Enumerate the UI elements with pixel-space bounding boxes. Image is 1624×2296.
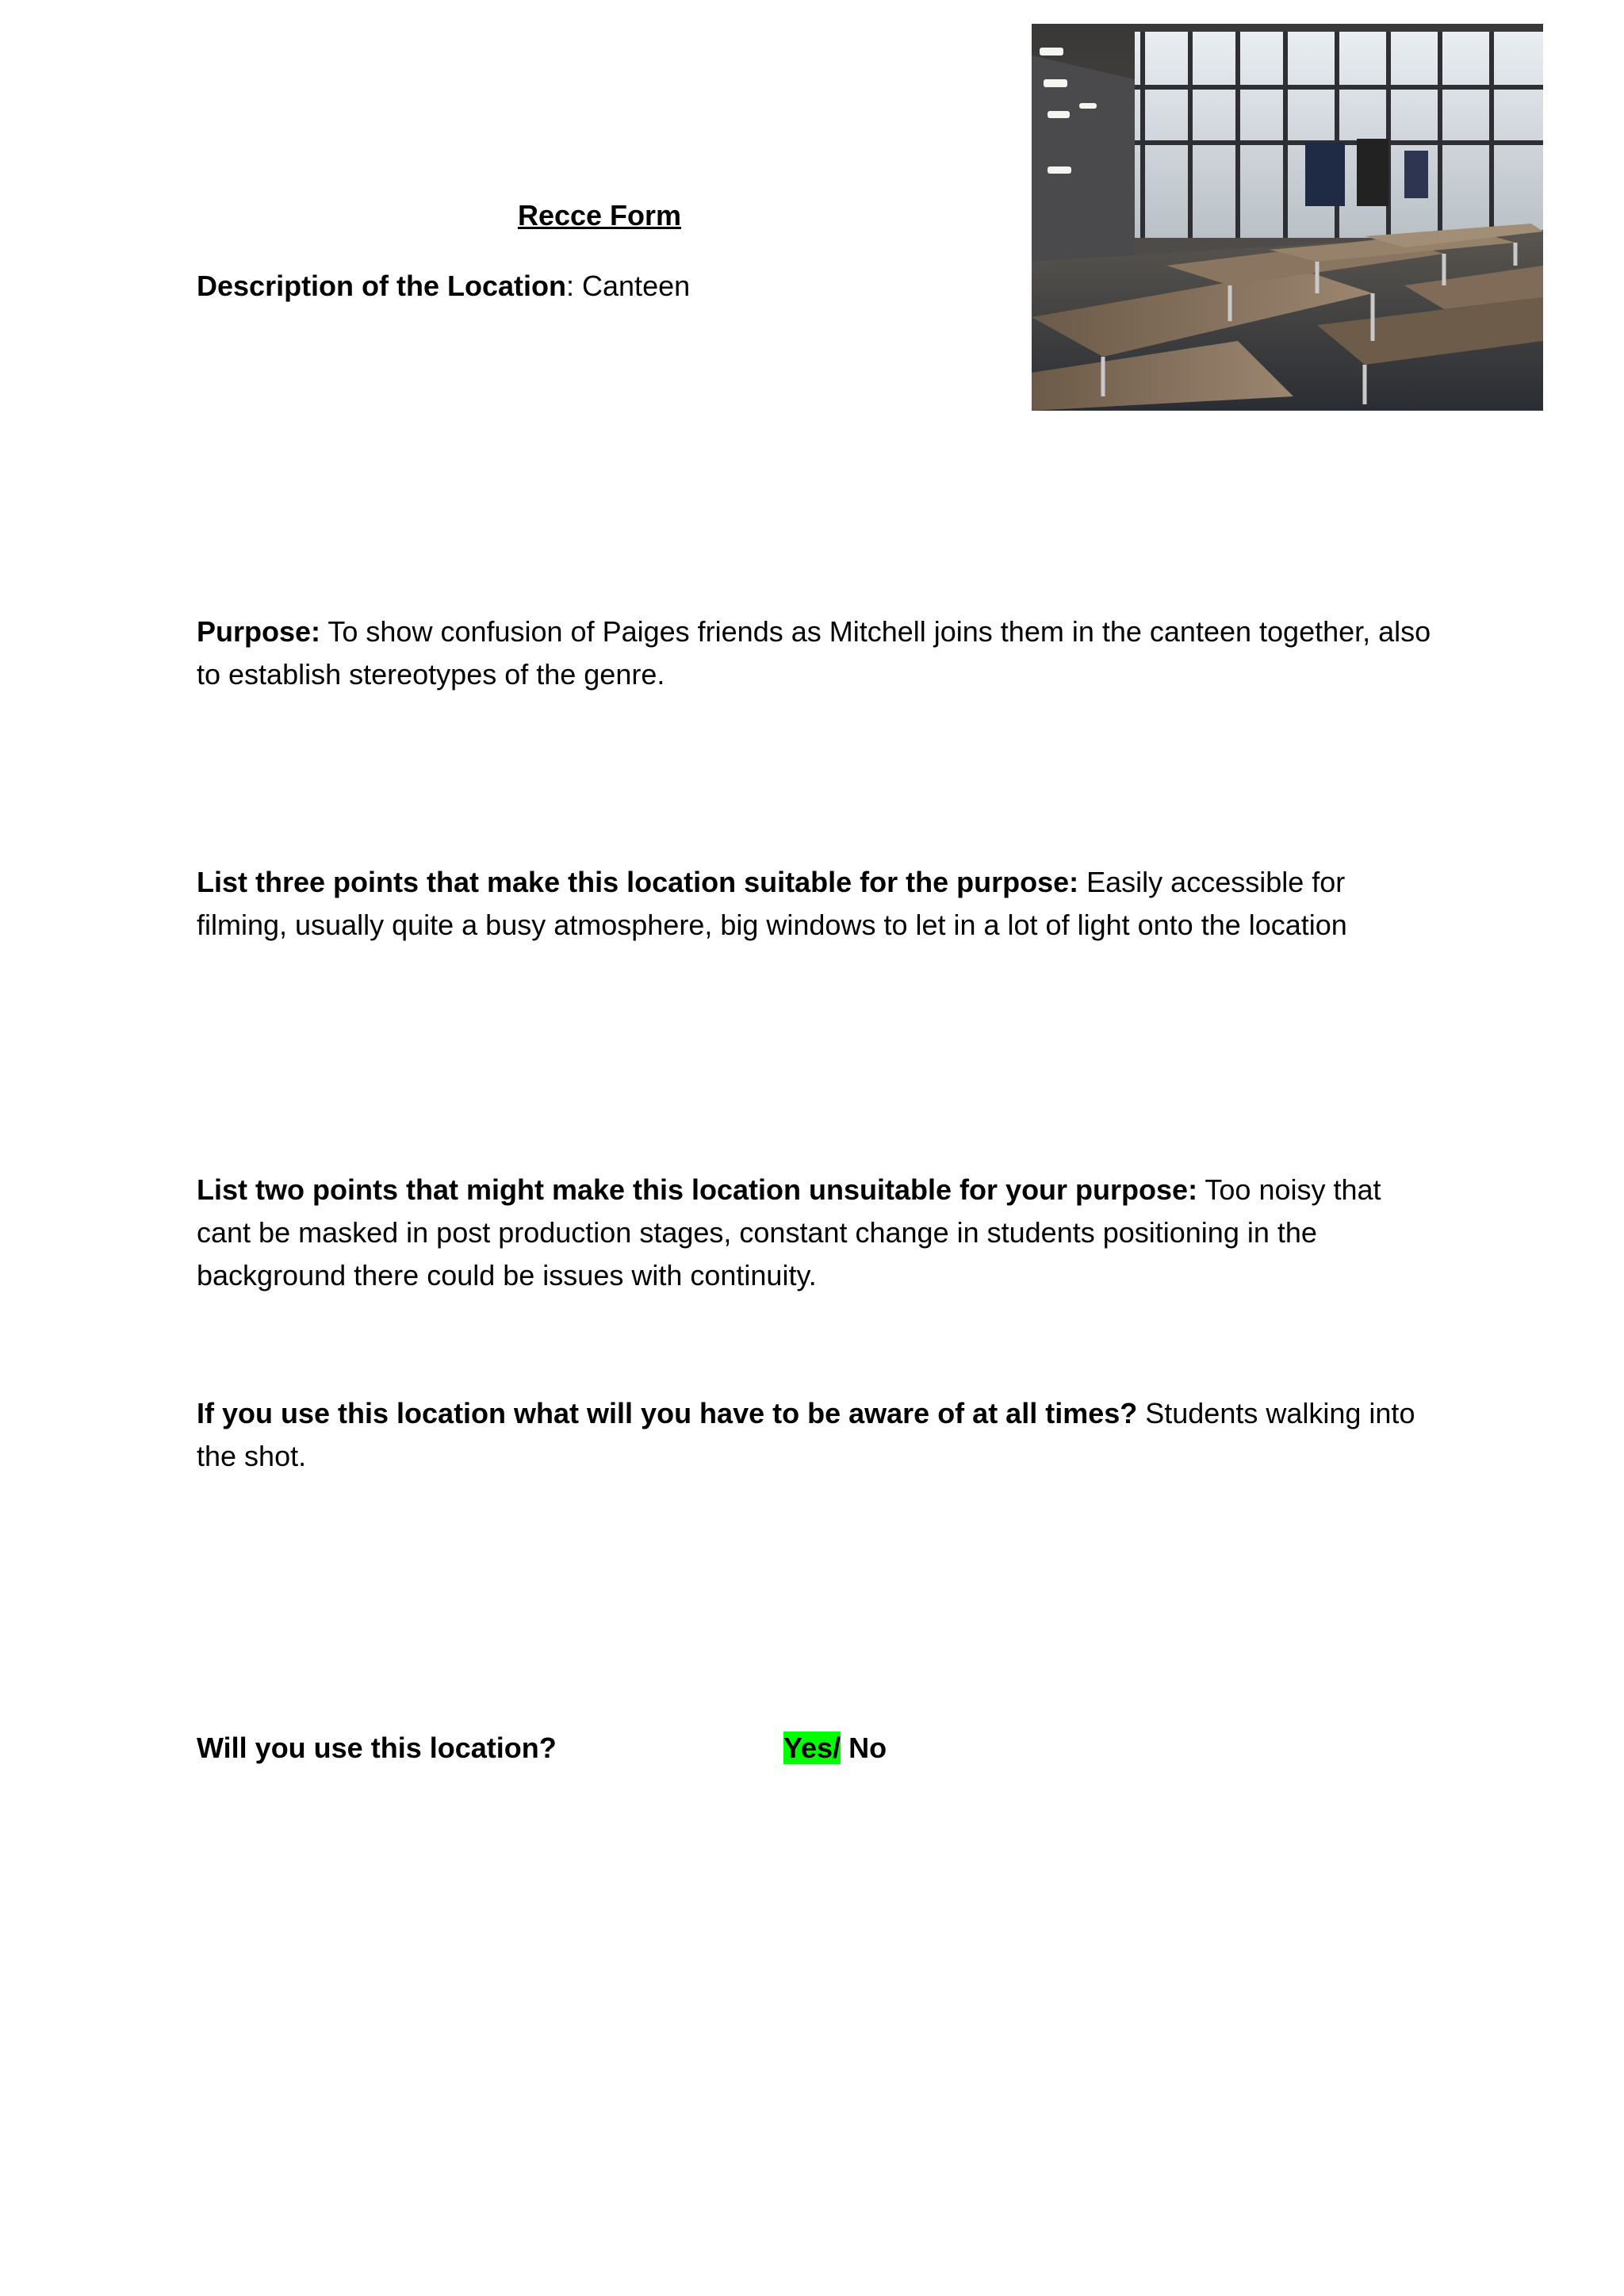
awareness-field bbox=[197, 1392, 1434, 1478]
description-value: : Canteen bbox=[566, 270, 691, 302]
unsuitable-points-field bbox=[197, 1169, 1434, 1297]
purpose-label: Purpose: bbox=[197, 615, 321, 648]
use-location-label: Will you use this location? bbox=[197, 1732, 557, 1764]
purpose-field bbox=[197, 610, 1434, 696]
use-location-field bbox=[197, 1727, 1434, 1770]
unsuitable-points-label: List two points that might make this location unsuitable for your purpose: bbox=[197, 1173, 1198, 1206]
description-field bbox=[197, 265, 1434, 308]
yes-option: Yes/ bbox=[783, 1732, 841, 1764]
suitable-points-label: List three points that make this location suitable for the purpose: bbox=[197, 866, 1079, 898]
awareness-value: Students walking into the shot. bbox=[197, 1397, 1415, 1472]
yes-no-answer bbox=[783, 1727, 887, 1770]
form-title: Recce Form bbox=[517, 199, 682, 232]
awareness-label: If you use this location what will you have to be aware of at all times? bbox=[197, 1397, 1138, 1429]
suitable-points-field bbox=[197, 861, 1434, 947]
unsuitable-points-value: Too noisy that cant be masked in post production stages, constant change in students positioning in the background there could be issues with continuity. bbox=[197, 1173, 1381, 1292]
suitable-points-value: Easily accessible for filming, usually quite a busy atmosphere, big windows to let in a lot of light onto the location bbox=[197, 866, 1347, 941]
no-option: No bbox=[841, 1732, 887, 1764]
purpose-value: To show confusion of Paiges friends as Mitchell joins them in the canteen together, also to establish stereotypes of the genre. bbox=[197, 615, 1431, 691]
description-label: Description of the Location bbox=[197, 270, 567, 302]
